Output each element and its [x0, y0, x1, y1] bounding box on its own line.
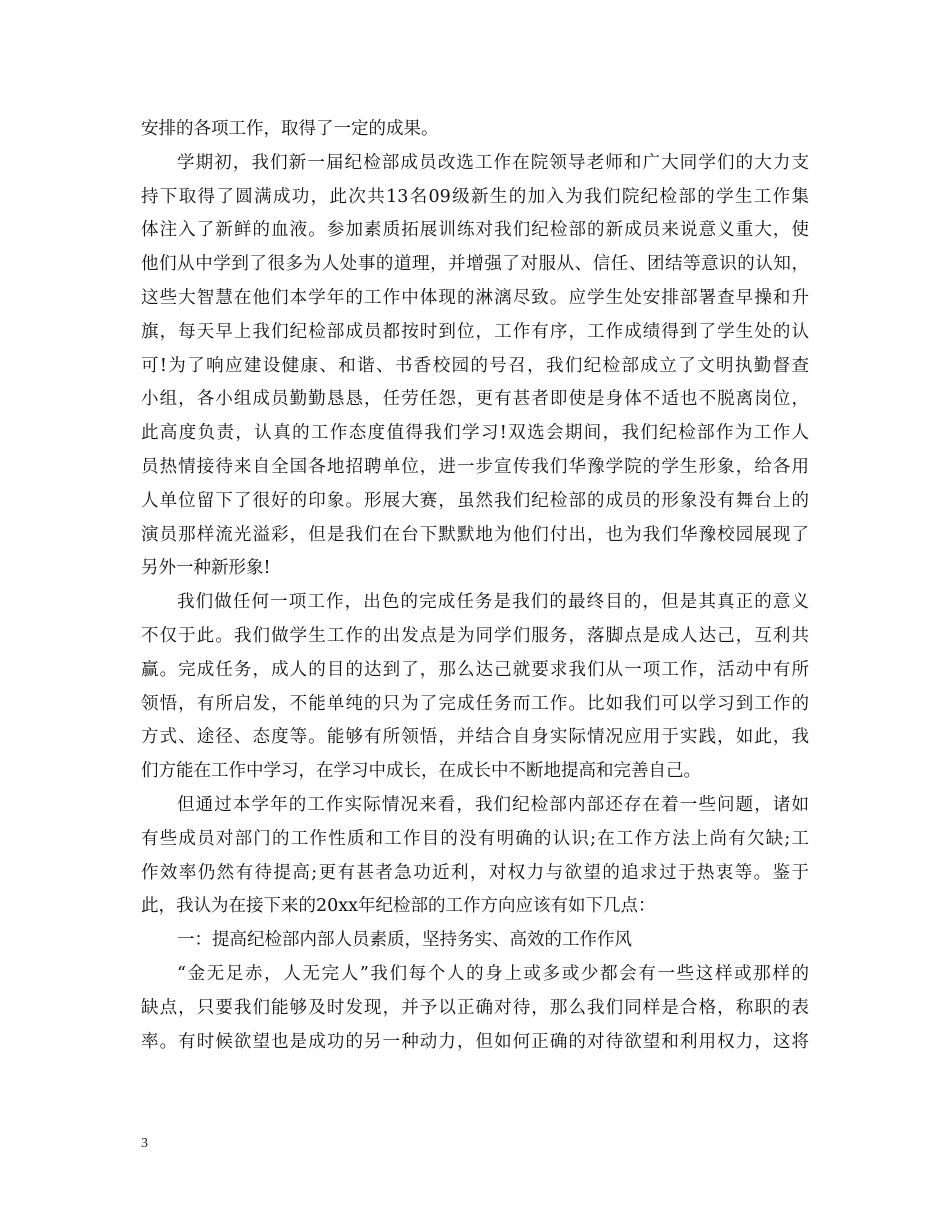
text-line: 人单位留下了很好的印象。形展大赛，虽然我们纪检部的成员的形象没有舞台上的 — [141, 490, 809, 511]
text-line: 不仅于此。我们做学生工作的出发点是为同学们服务，落脚点是成人达己，互利共 — [141, 625, 809, 646]
text-line: 另外一种新形象! — [141, 558, 271, 579]
text-line: 但通过本学年的工作实际情况来看，我们纪检部内部还存在着一些问题，诸如 — [177, 794, 809, 815]
text-line: 这些大智慧在他们本学年的工作中体现的淋漓尽致。应学生处安排部署查早操和升 — [141, 287, 809, 308]
text-line: “金无足赤，人无完人”我们每个人的身上或多或少都会有一些这样或那样的 — [177, 963, 809, 984]
text-line: 此，我认为在接下来的20xx年纪检部的工作方向应该有如下几点： — [141, 896, 656, 917]
text-line: 作效率仍然有待提高;更有甚者急功近利，对权力与欲望的追求过于热衷等。鉴于 — [141, 862, 809, 883]
section-heading: 一：提高纪检部内部人员素质，坚持务实、高效的工作作风 — [177, 930, 632, 951]
text-line: 员热情接待来自全国各地招聘单位，进一步宣传我们华豫学院的学生形象，给各用 — [141, 456, 809, 477]
text-line: 安排的各项工作，取得了一定的成果。 — [141, 119, 439, 139]
text-line: 可!为了响应建设健康、和谐、书香校园的号召，我们纪检部成立了文明执勤督查 — [141, 355, 809, 376]
text-line: 我们做任何一项工作，出色的完成任务是我们的最终目的，但是其真正的意义 — [177, 592, 809, 613]
text-line: 持下取得了圆满成功，此次共13名09级新生的加入为我们院纪检部的学生工作集 — [141, 186, 809, 207]
page-number: 3 — [141, 1136, 148, 1151]
text-line: 领悟，有所启发，不能单纯的只为了完成任务而工作。比如我们可以学习到工作的 — [141, 693, 809, 714]
text-line: 小组，各小组成员勤勤恳恳，任劳任怨，更有甚者即使是身体不适也不脱离岗位， — [141, 389, 809, 410]
text-line: 方式、途径、态度等。能够有所领悟，并结合自身实际情况应用于实践，如此，我 — [141, 727, 809, 748]
text-line: 此高度负责，认真的工作态度值得我们学习!双选会期间，我们纪检部作为工作人 — [141, 423, 809, 444]
text-line: 体注入了新鲜的血液。参加素质拓展训练对我们纪检部的新成员来说意义重大，使 — [141, 220, 809, 241]
text-line: 们方能在工作中学习，在学习中成长，在成长中不断地提高和完善自己。 — [141, 761, 701, 782]
text-line: 缺点，只要我们能够及时发现，并予以正确对待，那么我们同样是合格，称职的表 — [141, 997, 809, 1018]
text-line: 学期初，我们新一届纪检部成员改选工作在院领导老师和广大同学们的大力支 — [177, 152, 809, 173]
text-line: 赢。完成任务，成人的目的达到了，那么达己就要求我们从一项工作，活动中有所 — [141, 659, 809, 680]
text-line: 有些成员对部门的工作性质和工作目的没有明确的认识;在工作方法上尚有欠缺;工 — [141, 828, 809, 849]
text-line: 率。有时候欲望也是成功的另一种动力，但如何正确的对待欲望和利用权力，这将 — [141, 1031, 809, 1052]
text-line: 演员那样流光溢彩，但是我们在台下默默地为他们付出，也为我们华豫校园展现了 — [141, 524, 809, 545]
document-body — [141, 113, 809, 1059]
text-line: 旗，每天早上我们纪检部成员都按时到位，工作有序，工作成绩得到了学生处的认 — [141, 321, 809, 342]
text-line: 他们从中学到了很多为人处事的道理，并增强了对服从、信任、团结等意识的认知， — [141, 254, 809, 275]
